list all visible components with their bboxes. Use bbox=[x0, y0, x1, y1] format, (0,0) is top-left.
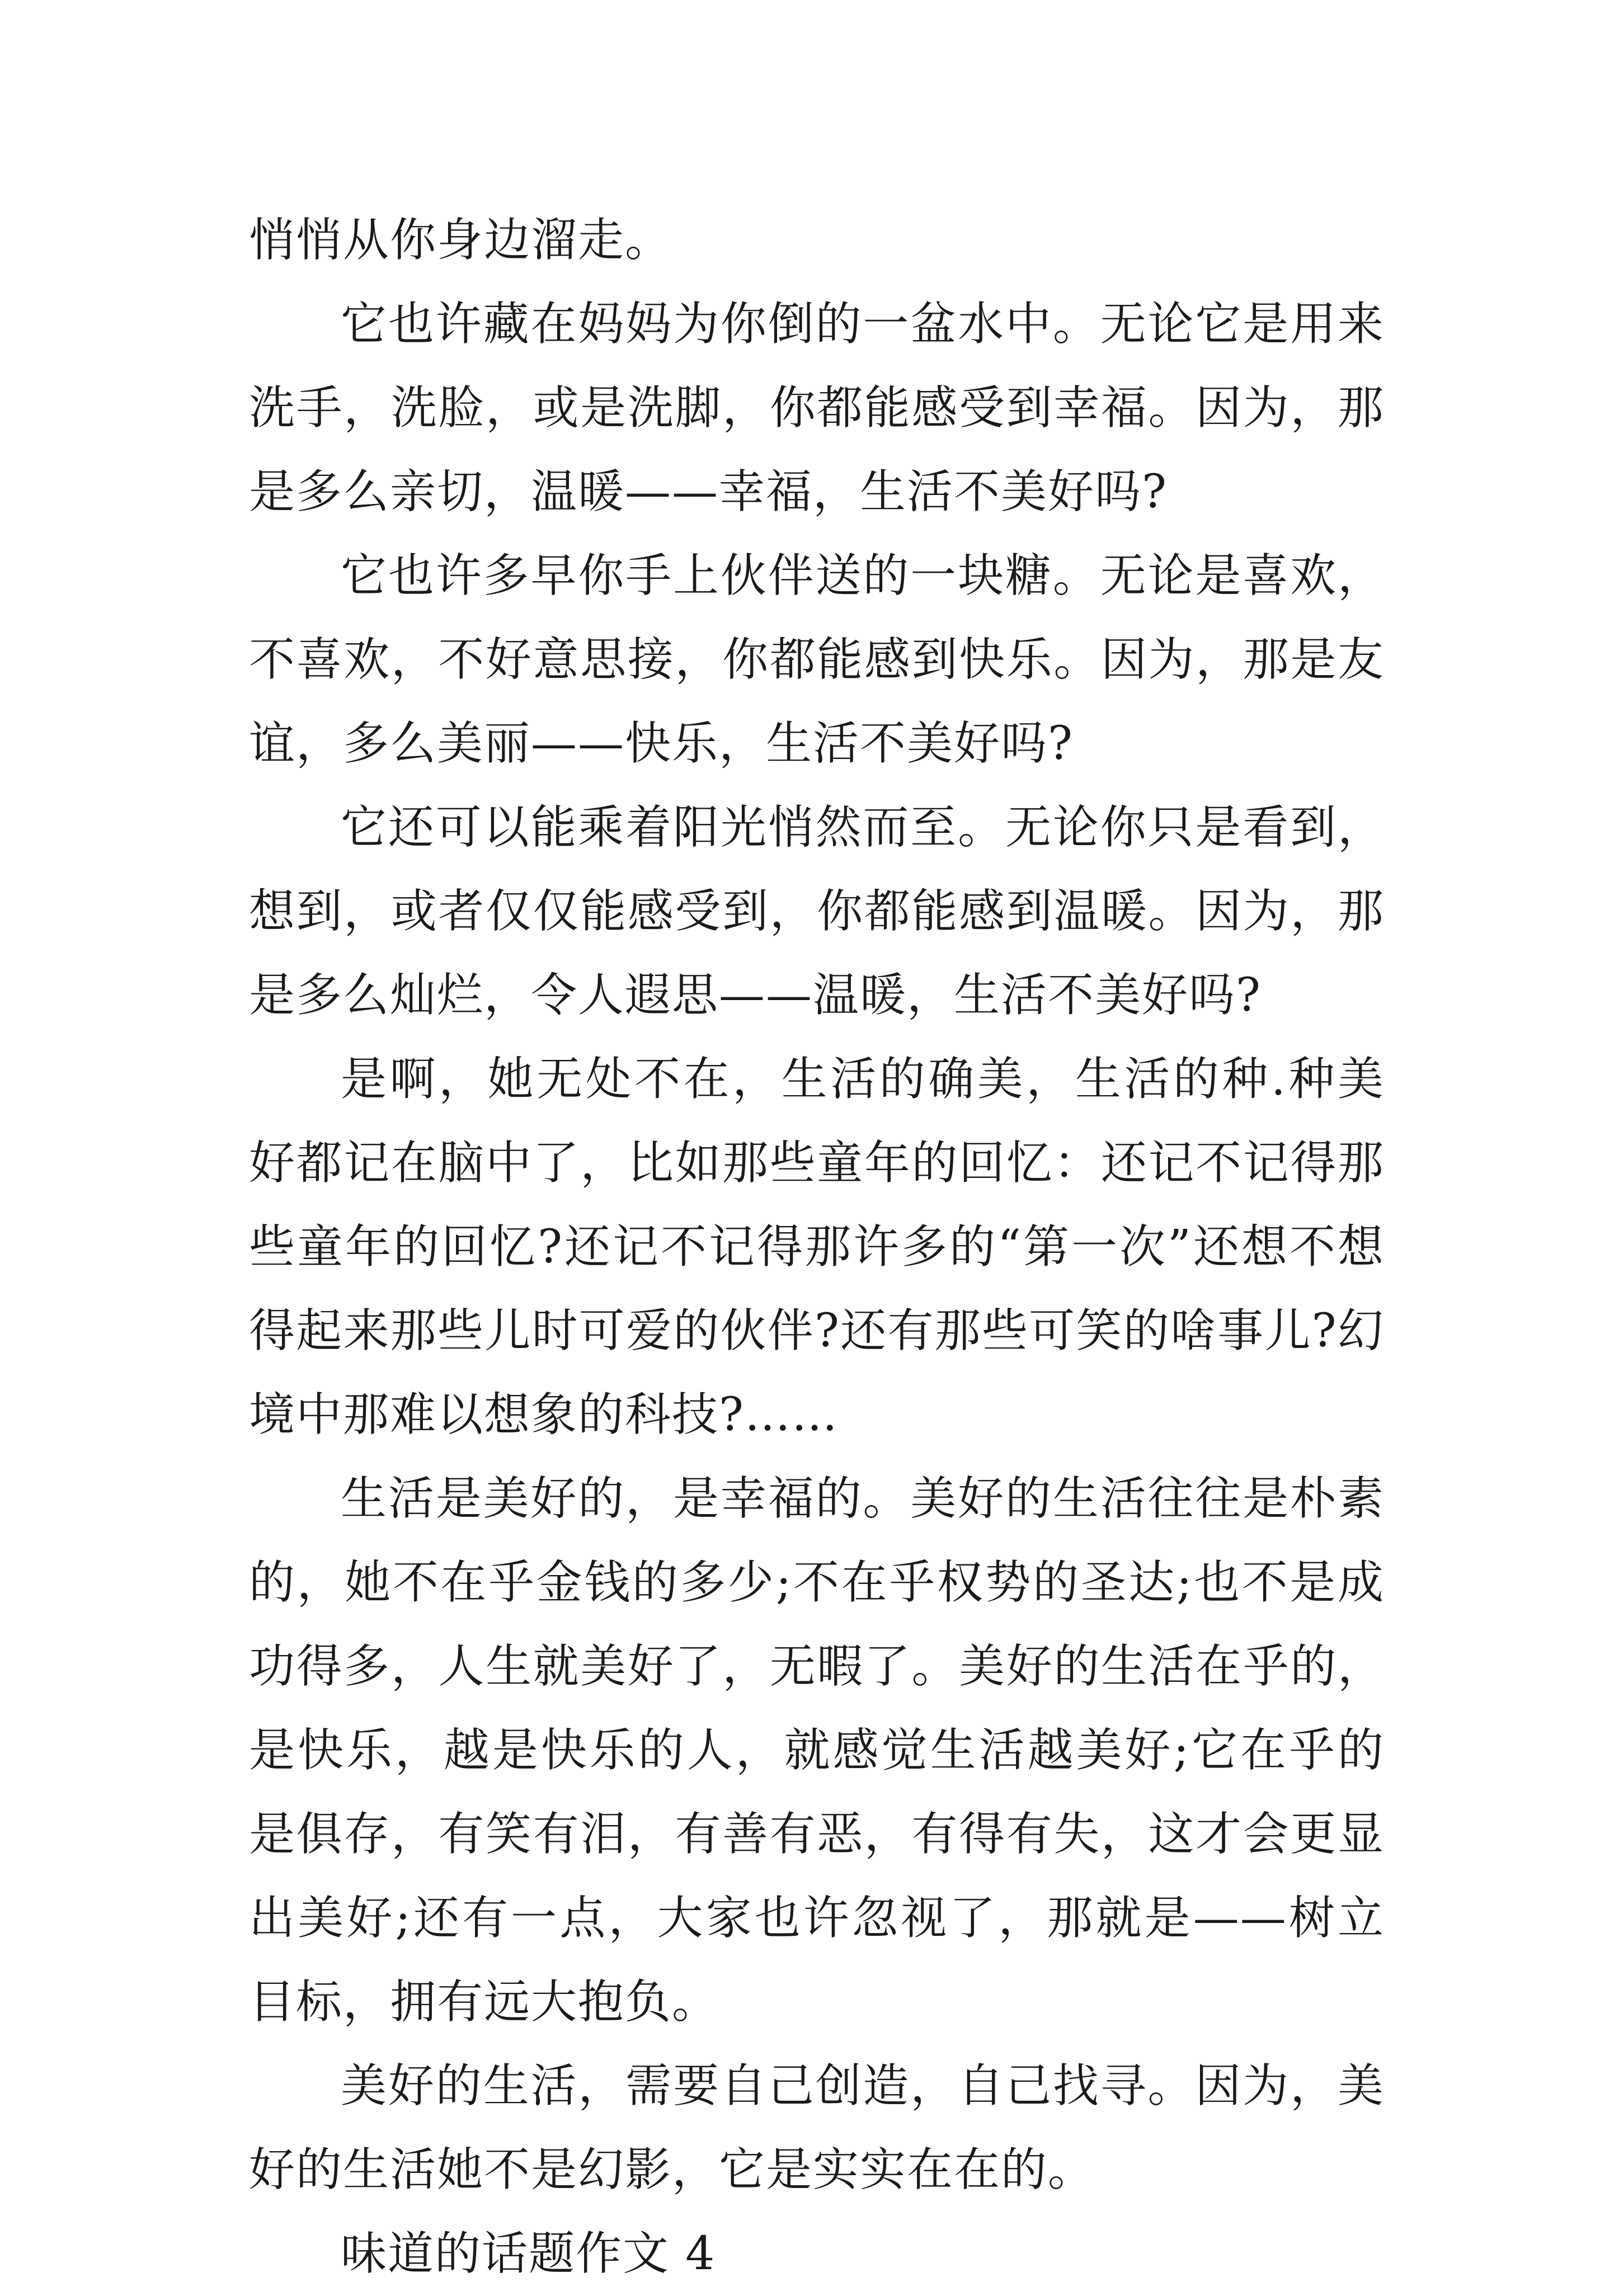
paragraph-4: 它还可以能乘着阳光悄然而至。无论你只是看到，想到，或者仅仅能感受到，你都能感到温暖。因为，那是多么灿烂，令人遐思——温暖，生活不美好吗? bbox=[249, 801, 1385, 1022]
paragraph-1: 悄悄从你身边溜走。 bbox=[249, 214, 672, 267]
paragraph-6: 生活是美好的，是幸福的。美好的生活往往是朴素的，她不在乎金钱的多少;不在乎权势的圣达;也不是成功得多，人生就美好了，无暇了。美好的生活在乎的，是快乐，越是快乐的人，就感觉生活越美好;它在乎的是俱存，有笑有泪，有善有恶，有得有失，这才会更显出美好;还有一点，大家也许忽视了，那就是——树立目标，拥有远大抱负。 bbox=[249, 1472, 1385, 2029]
paragraph-7: 美好的生活，需要自己创造，自己找寻。因为，美好的生活她不是幻影，它是实实在在的。 bbox=[249, 2059, 1385, 2196]
section-heading: 味道的话题作文 4 bbox=[341, 2227, 716, 2280]
body-text bbox=[249, 199, 1385, 2296]
paragraph-2: 它也许藏在妈妈为你倒的一盆水中。无论它是用来洗手，洗脸，或是洗脚，你都能感受到幸福。因为，那是多么亲切，温暖——幸福，生活不美好吗? bbox=[249, 298, 1385, 518]
paragraph-5: 是啊，她无处不在，生活的确美，生活的种.种美好都记在脑中了，比如那些童年的回忆：还记不记得那些童年的回忆?还记不记得那许多的“第一次”还想不想得起来那些儿时可爱的伙伴?还有那些可笑的啥事儿?幻境中那难以想象的科技?…… bbox=[249, 1053, 1385, 1441]
paragraph-3: 它也许多早你手上伙伴送的一块糖。无论是喜欢，不喜欢，不好意思接，你都能感到快乐。因为，那是友谊，多么美丽——快乐，生活不美好吗? bbox=[249, 549, 1385, 770]
